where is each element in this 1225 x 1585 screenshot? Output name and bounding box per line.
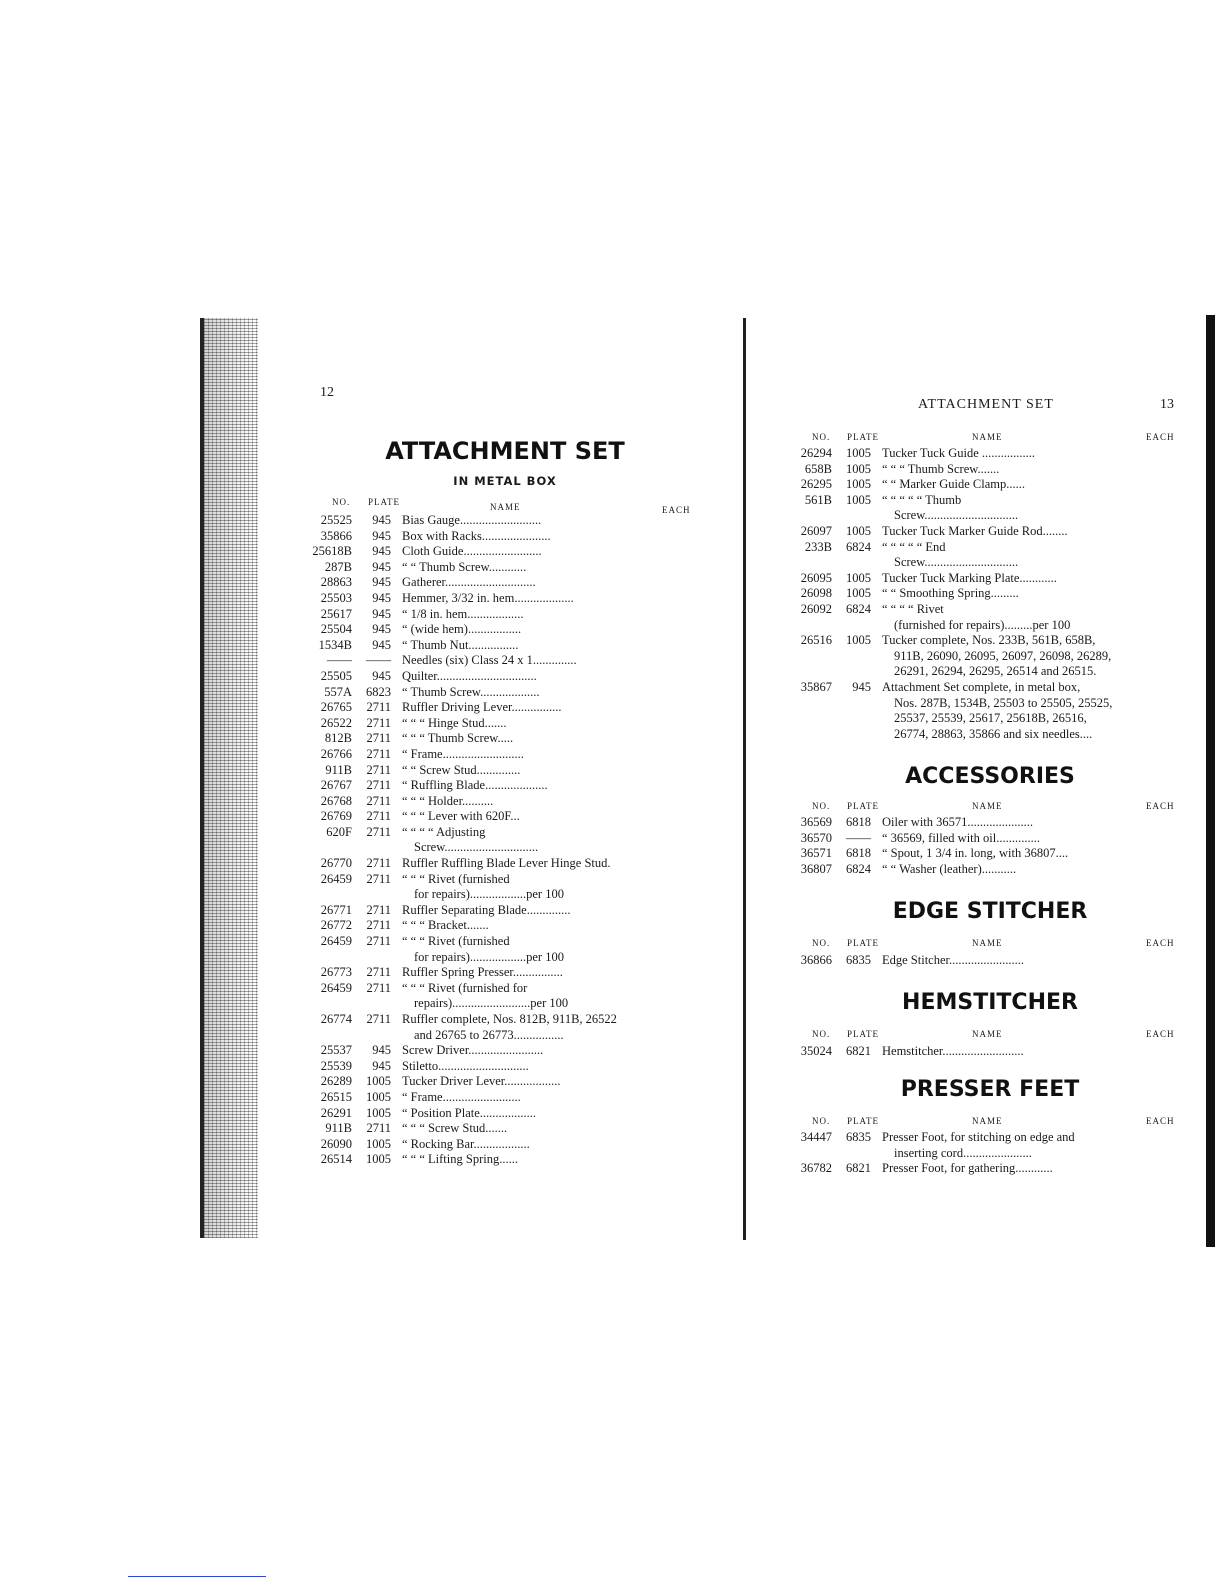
left-edge-shadow (200, 318, 204, 1238)
part-row (310, 981, 650, 1012)
part-row (790, 602, 1135, 633)
plate-number: —— (846, 830, 871, 845)
plate-number: 1005 (846, 461, 871, 476)
part-number: 26090 (320, 1136, 352, 1151)
plate-number: 1005 (366, 1074, 391, 1089)
plate-number: 1005 (846, 570, 871, 585)
part-number: 36866 (800, 953, 832, 967)
part-name: “ “ Marker Guide Clamp...... (882, 477, 1026, 492)
part-number: 26769 (320, 809, 352, 824)
part-number: 26516 (800, 633, 832, 648)
part-name: “ “ “ Bracket....... (402, 918, 489, 933)
part-row (310, 794, 650, 810)
col-header-each: EACH (1146, 1116, 1175, 1126)
part-row (310, 700, 650, 716)
part-number: 26770 (320, 856, 352, 871)
part-row (310, 622, 650, 638)
part-name: Hemstitcher.......................... (882, 1044, 1024, 1058)
part-name: Cloth Guide......................... (402, 544, 542, 559)
part-name: “ “ “ “ Rivet (882, 601, 944, 616)
part-number: 34447 (800, 1130, 832, 1144)
part-row (310, 591, 650, 607)
part-name: “ “ Screw Stud.............. (402, 762, 521, 777)
part-name: Box with Racks...................... (402, 528, 551, 543)
plate-number: 2711 (366, 902, 391, 917)
part-row (790, 846, 1135, 862)
part-row (310, 731, 650, 747)
plate-number: 945 (852, 679, 871, 694)
plate-number: 945 (372, 544, 391, 559)
plate-number: 6824 (846, 601, 871, 616)
plate-number: 6823 (366, 684, 391, 699)
plate-number: 2711 (366, 762, 391, 777)
part-row (310, 856, 650, 872)
plate-number: 945 (372, 590, 391, 605)
page-number-left: 12 (320, 385, 334, 400)
section-title-edge-stitcher: EDGE STITCHER (892, 899, 1088, 924)
part-name: Tucker complete, Nos. 233B, 561B, 658B, (882, 633, 1096, 648)
part-row (790, 477, 1135, 493)
part-name-continued: for repairs)..................per 100 (414, 949, 564, 964)
part-number: 26092 (800, 601, 832, 616)
part-row (310, 965, 650, 981)
part-number: 911B (325, 1121, 352, 1136)
plate-number: 2711 (366, 731, 391, 746)
col-header-plate: PLATE (847, 801, 879, 811)
part-name: Needles (six) Class 24 x 1.............. (402, 653, 577, 668)
plate-number: 945 (372, 575, 391, 590)
plate-number: 2711 (366, 918, 391, 933)
part-number: 25618B (312, 544, 352, 559)
part-row (310, 638, 650, 654)
col-header-each: EACH (1146, 801, 1175, 811)
plate-number: 1005 (366, 1152, 391, 1167)
part-name: “ Frame.......................... (402, 746, 524, 761)
part-number: 26295 (800, 477, 832, 492)
part-name-continued: 26291, 26294, 26295, 26514 and 26515. (894, 664, 1097, 679)
part-row (310, 1106, 650, 1122)
part-row (310, 529, 650, 545)
part-row (790, 1044, 1135, 1060)
plate-number: 2711 (366, 1121, 391, 1136)
page-number-right: 13 (1160, 397, 1174, 412)
plate-number: 1005 (846, 446, 871, 460)
parts-list-hemstitcher (790, 1044, 1135, 1060)
part-number: 812B (324, 731, 352, 746)
part-number: 26291 (320, 1105, 352, 1120)
parts-list-right (790, 446, 1135, 742)
part-name: “ “ “ Thumb Screw..... (402, 731, 514, 746)
part-number: 26289 (320, 1074, 352, 1089)
plate-number: 2711 (366, 980, 391, 995)
part-row (790, 493, 1135, 524)
part-name-continued: Screw.............................. (894, 555, 1019, 570)
col-header-name: NAME (972, 938, 1003, 948)
part-name: “ “ “ “ Adjusting (402, 824, 486, 839)
part-number: 620F (326, 824, 352, 839)
part-name: Oiler with 36571..................... (882, 815, 1034, 829)
part-name-continued: 26774, 28863, 35866 and six needles.... (894, 726, 1093, 741)
part-row (310, 560, 650, 576)
col-header-no: NO. (812, 801, 831, 811)
part-row (310, 575, 650, 591)
plate-number: 945 (372, 559, 391, 574)
section-title-accessories: ACCESSORIES (905, 764, 1075, 789)
part-number: 26772 (320, 918, 352, 933)
part-number: 36571 (800, 846, 832, 861)
part-name: Ruffler Spring Presser................ (402, 965, 563, 980)
part-row (790, 462, 1135, 478)
part-name: “ “ Smoothing Spring......... (882, 586, 1019, 601)
part-row (790, 1161, 1135, 1177)
part-number: 1534B (318, 637, 352, 652)
part-number: 26459 (320, 934, 352, 949)
part-row (310, 903, 650, 919)
part-number: 36569 (800, 815, 832, 829)
plate-number: 6818 (846, 846, 871, 861)
part-name: Tucker Tuck Guide ................. (882, 446, 1036, 460)
part-number: 26522 (320, 715, 352, 730)
section-title-hemstitcher: HEMSTITCHER (902, 990, 1078, 1015)
part-name: Hemmer, 3/32 in. hem................... (402, 590, 574, 605)
part-number: 26294 (800, 446, 832, 460)
part-number: 28863 (320, 575, 352, 590)
part-row (310, 1074, 650, 1090)
part-number: 25539 (320, 1058, 352, 1073)
part-name: Presser Foot, for gathering............ (882, 1161, 1053, 1176)
left-binding-edge (200, 318, 258, 1238)
plate-number: 945 (372, 606, 391, 621)
plate-number: 2711 (366, 793, 391, 808)
part-row (310, 685, 650, 701)
plate-number: 2711 (366, 778, 391, 793)
parts-list-left (310, 513, 650, 1168)
part-row (310, 934, 650, 965)
part-name: Ruffler complete, Nos. 812B, 911B, 26522 (402, 1012, 617, 1026)
part-number: 25537 (320, 1043, 352, 1058)
part-row (310, 918, 650, 934)
part-row (790, 446, 1135, 462)
part-row (790, 586, 1135, 602)
part-name-continued: 911B, 26090, 26095, 26097, 26098, 26289, (894, 648, 1112, 663)
part-number: 25504 (320, 622, 352, 637)
part-row (790, 1130, 1135, 1161)
page-title: ATTACHMENT SET (385, 437, 625, 465)
part-name-continued: Screw.............................. (894, 508, 1019, 523)
part-name: “ Ruffling Blade.................... (402, 778, 548, 793)
plate-number: 2711 (366, 965, 391, 980)
part-row (310, 825, 650, 856)
part-name: Bias Gauge.......................... (402, 513, 542, 527)
part-number: 911B (325, 762, 352, 777)
plate-number: 2711 (366, 746, 391, 761)
plate-number: 1005 (846, 492, 871, 507)
parts-list-edge-stitcher (790, 953, 1135, 969)
part-name-continued: Screw.............................. (414, 840, 539, 855)
plate-number: 1005 (366, 1105, 391, 1120)
part-name: Attachment Set complete, in metal box, (882, 679, 1081, 694)
part-row (310, 1012, 650, 1043)
parts-list-accessories (790, 815, 1135, 877)
part-row (310, 669, 650, 685)
plate-number: 6821 (846, 1044, 871, 1058)
part-row (310, 544, 650, 560)
part-name: Tucker Tuck Marker Guide Rod........ (882, 523, 1068, 538)
part-row (790, 540, 1135, 571)
plate-number: 1005 (366, 1089, 391, 1104)
part-number: 35867 (800, 679, 832, 694)
part-number: 26773 (320, 965, 352, 980)
part-number: 26767 (320, 778, 352, 793)
part-row (790, 680, 1135, 742)
col-header-plate: PLATE (847, 432, 879, 442)
plate-number: 945 (372, 1043, 391, 1058)
plate-number: 1005 (846, 633, 871, 648)
part-row (310, 607, 650, 623)
part-number: 26514 (320, 1152, 352, 1167)
part-number: 25503 (320, 590, 352, 605)
part-row (310, 1043, 650, 1059)
plate-number: 2711 (366, 700, 391, 715)
col-header-each: EACH (662, 505, 691, 515)
part-name-continued: Nos. 287B, 1534B, 25503 to 25505, 25525, (894, 695, 1113, 710)
part-number: 233B (804, 539, 832, 554)
part-number: 25617 (320, 606, 352, 621)
part-name: “ “ “ “ “ End (882, 539, 946, 554)
col-header-plate: PLATE (847, 938, 879, 948)
part-number: 557A (324, 684, 352, 699)
plate-number: 1005 (846, 586, 871, 601)
part-name: Gatherer............................. (402, 575, 536, 590)
part-row (790, 571, 1135, 587)
plate-number: 945 (372, 513, 391, 527)
col-header-plate: PLATE (847, 1029, 879, 1039)
part-name: Stiletto............................. (402, 1058, 529, 1073)
part-name: Screw Driver........................ (402, 1043, 544, 1058)
part-number: 26771 (320, 902, 352, 917)
plate-number: 945 (372, 622, 391, 637)
part-name: “ “ Washer (leather)........... (882, 861, 1017, 876)
part-name: “ “ “ Hinge Stud....... (402, 715, 507, 730)
part-name-continued: repairs).........................per 100 (414, 996, 569, 1011)
plate-number: 6818 (846, 815, 871, 829)
part-name: “ 1/8 in. hem.................. (402, 606, 524, 621)
plate-number: 2711 (366, 715, 391, 730)
part-name: “ “ “ Lever with 620F... (402, 809, 520, 824)
part-name: “ Position Plate.................. (402, 1105, 537, 1120)
part-name: “ “ “ Rivet (furnished (402, 934, 510, 949)
part-name: Edge Stitcher........................ (882, 953, 1024, 967)
part-number: 26459 (320, 980, 352, 995)
plate-number: 2711 (366, 871, 391, 886)
part-name: “ (wide hem)................. (402, 622, 522, 637)
part-row (310, 716, 650, 732)
right-edge-shadow (1206, 315, 1215, 1247)
plate-number: 1005 (366, 1136, 391, 1151)
col-header-name: NAME (972, 801, 1003, 811)
part-name: Presser Foot, for stitching on edge and (882, 1130, 1075, 1144)
part-name: “ Frame......................... (402, 1089, 521, 1104)
col-header-plate: PLATE (368, 497, 400, 507)
part-row (790, 524, 1135, 540)
page-subtitle: IN METAL BOX (453, 474, 557, 488)
part-row (790, 633, 1135, 680)
col-header-name: NAME (972, 1029, 1003, 1039)
part-name: Tucker Driver Lever.................. (402, 1074, 561, 1089)
part-row (310, 1137, 650, 1153)
part-name: “ Thumb Nut................ (402, 637, 519, 652)
part-row (790, 953, 1135, 969)
col-header-no: NO. (332, 497, 351, 507)
part-name: “ “ “ “ “ Thumb (882, 492, 962, 507)
part-name: Ruffler Separating Blade.............. (402, 902, 571, 917)
part-number: —— (327, 653, 352, 668)
part-name-continued: (furnished for repairs).........per 100 (894, 617, 1071, 632)
part-name: “ “ “ Lifting Spring...... (402, 1152, 518, 1167)
plate-number: 6824 (846, 539, 871, 554)
plate-number: 2711 (366, 809, 391, 824)
plate-number: —— (366, 653, 391, 668)
page-gutter-line (743, 318, 746, 1240)
col-header-no: NO. (812, 1029, 831, 1039)
section-title-presser-feet: PRESSER FEET (900, 1077, 1080, 1102)
plate-number: 945 (372, 637, 391, 652)
part-row (790, 831, 1135, 847)
plate-number: 2711 (366, 824, 391, 839)
plate-number: 2711 (366, 856, 391, 871)
part-number: 36807 (800, 861, 832, 876)
part-number: 36782 (800, 1161, 832, 1176)
col-header-plate: PLATE (847, 1116, 879, 1126)
part-number: 26768 (320, 793, 352, 808)
part-name: Tucker Tuck Marking Plate............ (882, 570, 1057, 585)
col-header-no: NO. (812, 432, 831, 442)
part-row (310, 763, 650, 779)
part-name: Quilter................................ (402, 668, 537, 683)
part-name: “ “ “ Thumb Screw....... (882, 461, 1000, 476)
part-row (310, 809, 650, 825)
part-number: 658B (804, 461, 832, 476)
part-row (790, 815, 1135, 831)
part-number: 26097 (800, 523, 832, 538)
part-number: 35866 (320, 528, 352, 543)
part-name-continued: 25537, 25539, 25617, 25618B, 26516, (894, 711, 1087, 726)
col-header-name: NAME (490, 502, 521, 512)
col-header-no: NO. (812, 938, 831, 948)
col-header-each: EACH (1146, 432, 1175, 442)
plate-number: 6835 (846, 953, 871, 967)
running-title: ATTACHMENT SET (918, 397, 1054, 412)
part-row (310, 1152, 650, 1168)
part-name: “ “ “ Rivet (furnished for (402, 980, 528, 995)
part-name-continued: inserting cord...................... (894, 1145, 1032, 1160)
part-row (310, 872, 650, 903)
bottom-scan-mark (128, 1576, 266, 1577)
part-name-continued: for repairs)..................per 100 (414, 887, 564, 902)
part-row (310, 778, 650, 794)
part-row (310, 513, 650, 529)
part-row (310, 653, 650, 669)
part-number: 26095 (800, 570, 832, 585)
part-name: “ Rocking Bar.................. (402, 1136, 530, 1151)
part-number: 25505 (320, 668, 352, 683)
part-row (310, 1059, 650, 1075)
part-number: 561B (804, 492, 832, 507)
part-name: “ Spout, 1 3/4 in. long, with 36807.... (882, 846, 1069, 861)
part-name: “ Thumb Screw................... (402, 684, 540, 699)
plate-number: 945 (372, 668, 391, 683)
plate-number: 6821 (846, 1161, 871, 1176)
plate-number: 1005 (846, 523, 871, 538)
part-number: 26766 (320, 746, 352, 761)
col-header-each: EACH (1146, 938, 1175, 948)
part-number: 36570 (800, 830, 832, 845)
plate-number: 6835 (846, 1130, 871, 1144)
part-name: “ “ “ Rivet (furnished (402, 871, 510, 886)
plate-number: 6824 (846, 861, 871, 876)
plate-number: 2711 (366, 934, 391, 949)
part-number: 26459 (320, 871, 352, 886)
part-row (310, 747, 650, 763)
part-name: “ “ Thumb Screw............ (402, 559, 527, 574)
part-number: 26098 (800, 586, 832, 601)
part-number: 26774 (320, 1012, 352, 1026)
plate-number: 945 (372, 1058, 391, 1073)
part-number: 26515 (320, 1089, 352, 1104)
plate-number: 1005 (846, 477, 871, 492)
part-number: 287B (324, 559, 352, 574)
part-number: 25525 (320, 513, 352, 527)
part-name: “ “ “ Holder.......... (402, 793, 494, 808)
part-name-continued: and 26765 to 26773................ (414, 1027, 564, 1042)
parts-list-presser-feet (790, 1130, 1135, 1177)
part-row (310, 1090, 650, 1106)
col-header-name: NAME (972, 432, 1003, 442)
part-name: Ruffler Ruffling Blade Lever Hinge Stud. (402, 856, 611, 871)
col-header-each: EACH (1146, 1029, 1175, 1039)
part-row (790, 862, 1135, 878)
col-header-name: NAME (972, 1116, 1003, 1126)
part-name: “ 36569, filled with oil.............. (882, 830, 1040, 845)
part-row (310, 1121, 650, 1137)
col-header-no: NO. (812, 1116, 831, 1126)
plate-number: 2711 (366, 1012, 391, 1026)
plate-number: 945 (372, 528, 391, 543)
part-number: 26765 (320, 700, 352, 715)
part-name: Ruffler Driving Lever................ (402, 700, 562, 715)
part-name: “ “ “ Screw Stud....... (402, 1121, 508, 1136)
part-number: 35024 (800, 1044, 832, 1058)
